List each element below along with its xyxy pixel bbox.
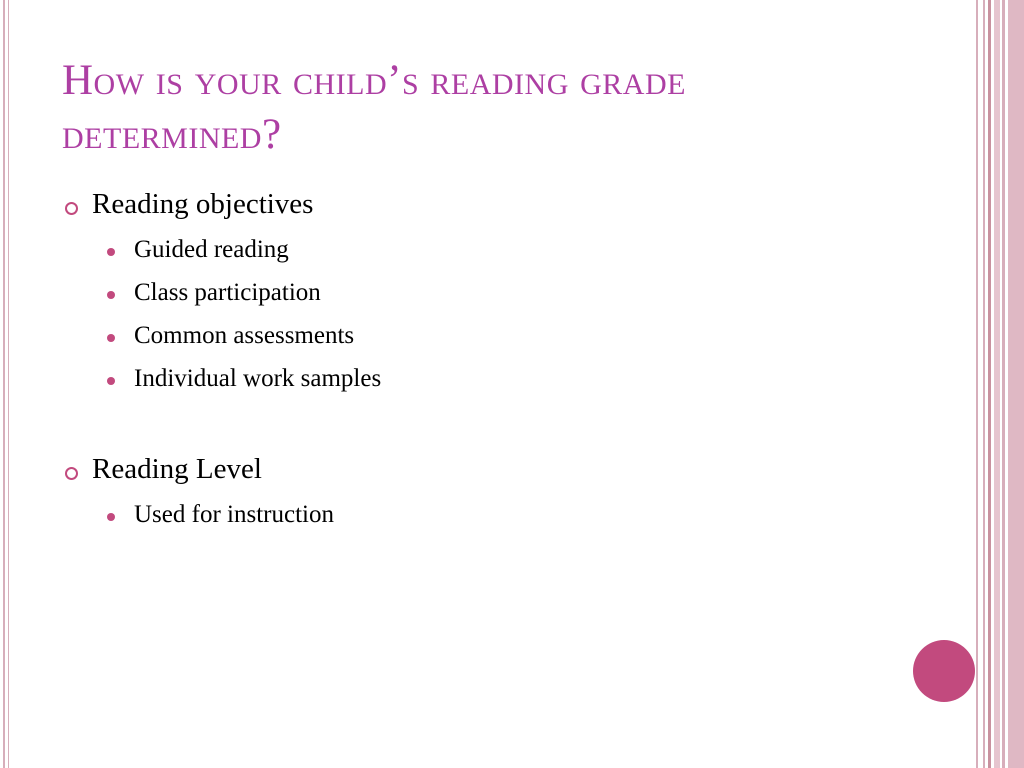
slide-title: How is your child’s reading grade determined? — [62, 57, 686, 158]
dot-bullet-icon — [107, 513, 115, 521]
bullet-heading: Reading Level — [92, 453, 262, 485]
right-border-stripe — [983, 0, 985, 768]
bullet-heading: Reading objectives — [92, 188, 314, 220]
ring-bullet-icon — [65, 202, 78, 215]
dot-bullet-icon — [107, 291, 115, 299]
right-border-stripe — [1002, 0, 1005, 768]
decorative-circle — [913, 640, 975, 702]
right-border-stripe — [1008, 0, 1024, 768]
bullet-item: Guided reading — [134, 236, 289, 263]
right-border-stripe — [976, 0, 978, 768]
left-border-line — [8, 0, 9, 768]
dot-bullet-icon — [107, 334, 115, 342]
left-border-line — [3, 0, 5, 768]
bullet-item: Common assessments — [134, 322, 355, 349]
bullet-item: Used for instruction — [134, 501, 334, 528]
right-border-stripe — [988, 0, 991, 768]
bullet-item: Class participation — [134, 279, 321, 306]
dot-bullet-icon — [107, 377, 115, 385]
right-border-stripe — [994, 0, 1000, 768]
ring-bullet-icon — [65, 467, 78, 480]
dot-bullet-icon — [107, 248, 115, 256]
bullet-item: Individual work samples — [134, 365, 382, 392]
